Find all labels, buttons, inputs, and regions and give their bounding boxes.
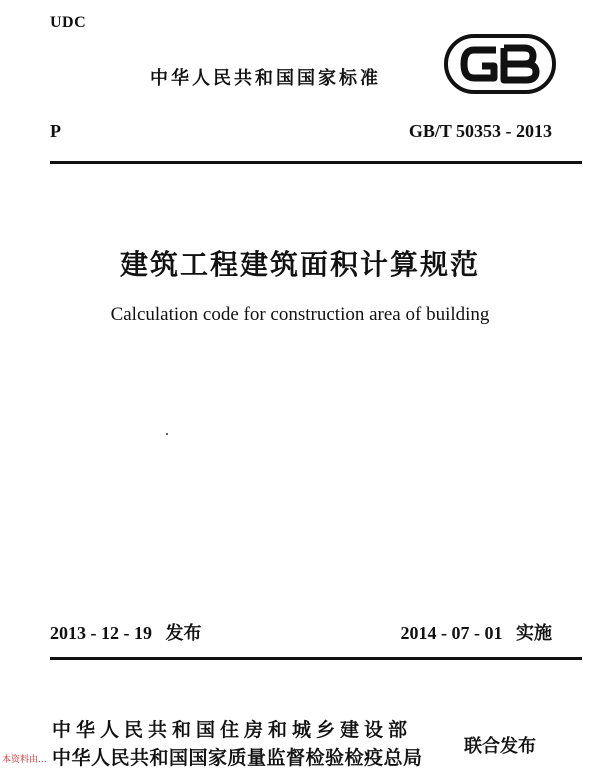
header-divider — [50, 161, 582, 164]
udc-label: UDC — [50, 14, 87, 31]
issue-label: 发布 — [165, 623, 202, 644]
national-standard-heading: 中华人民共和国国家标准 — [150, 68, 381, 89]
implementation-date-line — [401, 619, 553, 645]
scan-speck — [166, 433, 168, 435]
document-title-chinese: 建筑工程建筑面积计算规范 — [119, 248, 480, 281]
document-title-english: Calculation code for construction area of building — [110, 304, 490, 325]
joint-publish-label: 联合发布 — [464, 736, 536, 757]
footer-divider — [50, 657, 582, 660]
watermark-text: 本资料由... — [2, 755, 47, 765]
implementation-label: 实施 — [516, 623, 552, 644]
gb-logo — [444, 34, 556, 94]
publisher-ministry: 中华人民共和国住房和城乡建设部 — [52, 719, 413, 741]
publisher-aqsiq: 中华人民共和国国家质量监督检验检疫总局 — [52, 747, 423, 769]
standard-category: P — [50, 121, 61, 141]
issue-date-line — [50, 619, 202, 645]
standard-number: GB/T 50353 - 2013 — [408, 121, 552, 141]
implementation-date: 2014 - 07 - 01 — [400, 623, 503, 643]
issue-date: 2013 - 12 - 19 — [50, 623, 152, 643]
